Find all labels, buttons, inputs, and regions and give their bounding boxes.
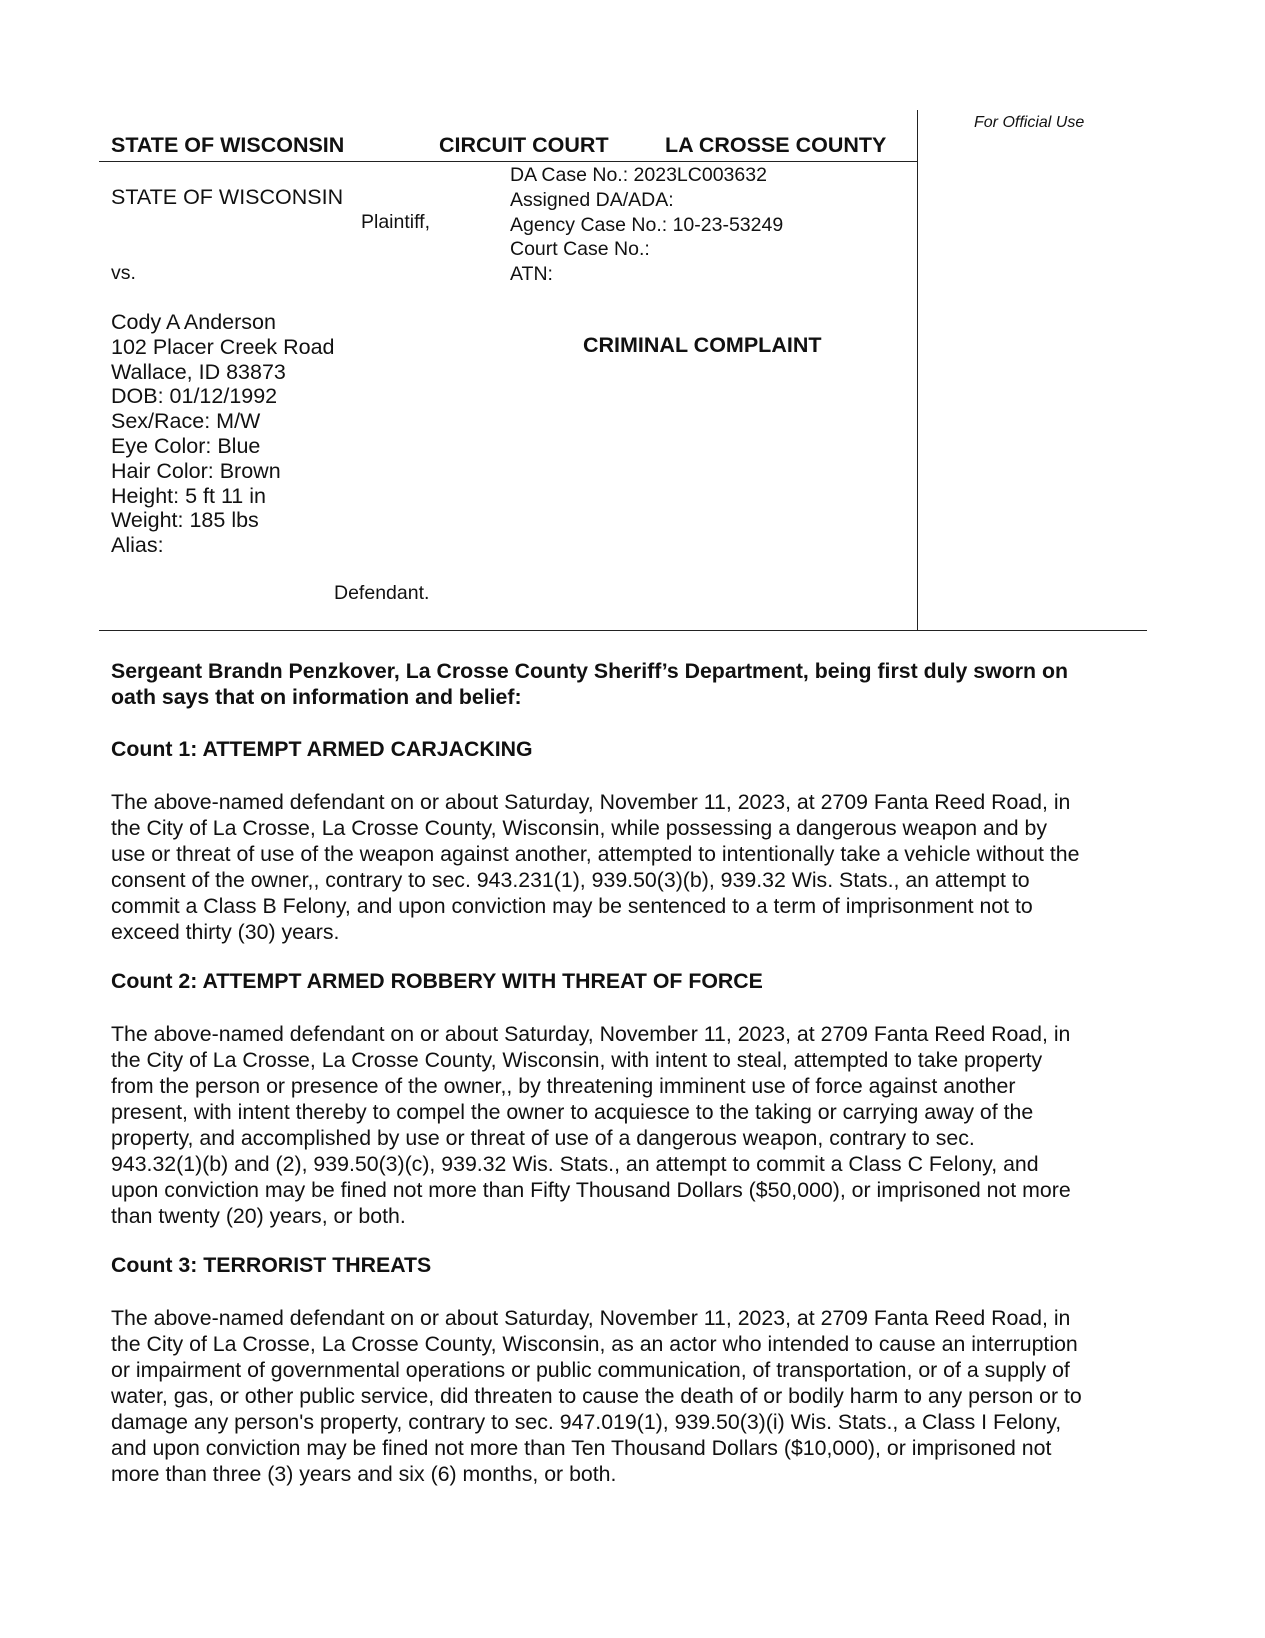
- header-court: CIRCUIT COURT: [439, 133, 609, 157]
- paragraph-line: than twenty (20) years, or both.: [111, 1204, 406, 1228]
- paragraph-line: consent of the owner,, contrary to sec. 943.231(1), 939.50(3)(b), 939.32 Wis. Stats., an attempt to: [111, 868, 1030, 892]
- paragraph-line: property, and accomplished by use or threat of use of a dangerous weapon, contrary to sec.: [111, 1126, 975, 1150]
- header-state: STATE OF WISCONSIN: [111, 133, 345, 157]
- plaintiff-name: STATE OF WISCONSIN: [111, 185, 344, 209]
- paragraph-line: use or threat of use of the weapon against another, attempted to intentionally take a vehicle without the: [111, 842, 1080, 866]
- caption-header-rule: [99, 161, 917, 162]
- paragraph-line: The above-named defendant on or about Saturday, November 11, 2023, at 2709 Fanta Reed Road, in: [111, 1022, 1071, 1046]
- paragraph-line: The above-named defendant on or about Saturday, November 11, 2023, at 2709 Fanta Reed Road, in: [111, 790, 1071, 814]
- intro-paragraph: [111, 658, 1151, 710]
- official-use-label: For Official Use: [974, 114, 1085, 131]
- defendant-label: Defendant.: [334, 582, 430, 604]
- paragraph-line: present, with intent thereby to compel the owner to acquiesce to the taking or carrying away of the: [111, 1100, 1034, 1124]
- da-case-number: DA Case No.: 2023LC003632: [510, 164, 767, 186]
- case-info-block: [510, 163, 783, 287]
- paragraph-line: and upon conviction may be fined not more than Ten Thousand Dollars ($10,000), or imprisoned not: [111, 1436, 1052, 1460]
- defendant-sex-race: Sex/Race: M/W: [111, 409, 261, 434]
- assigned-da: Assigned DA/ADA:: [510, 188, 674, 211]
- paragraph-line: water, gas, or other public service, did threaten to cause the death of or bodily harm to any person or to: [111, 1384, 1082, 1408]
- defendant-city: Wallace, ID 83873: [111, 359, 286, 384]
- paragraph-line: commit a Class B Felony, and upon conviction may be sentenced to a term of imprisonment not to: [111, 894, 1033, 918]
- plaintiff-label: Plaintiff,: [361, 211, 431, 233]
- paragraph-line: exceed thirty (30) years.: [111, 920, 340, 944]
- defendant-dob: DOB: 01/12/1992: [111, 384, 278, 409]
- versus-label: vs.: [111, 262, 136, 284]
- header-county: LA CROSSE COUNTY: [665, 133, 887, 157]
- defendant-eye-color: Eye Color: Blue: [111, 433, 261, 458]
- paragraph-line: the City of La Crosse, La Crosse County, Wisconsin, as an actor who intended to cause an interruption: [111, 1332, 1078, 1356]
- count-3-heading: Count 3: TERRORIST THREATS: [111, 1253, 432, 1277]
- count-2-heading: Count 2: ATTEMPT ARMED ROBBERY WITH THREAT OF FORCE: [111, 969, 763, 993]
- paragraph-line: the City of La Crosse, La Crosse County, Wisconsin, while possessing a dangerous weapon and by: [111, 816, 1047, 840]
- document-title: CRIMINAL COMPLAINT: [583, 333, 822, 357]
- paragraph-line: from the person or presence of the owner,, by threatening imminent use of force against another: [111, 1074, 1016, 1098]
- paragraph-line: upon conviction may be fined not more than Fifty Thousand Dollars ($50,000), or imprisoned not more: [111, 1178, 1071, 1202]
- paragraph-line: or impairment of governmental operations or public communication, of transportation, or of a supply of: [111, 1358, 1070, 1382]
- intro-line: Sergeant Brandn Penzkover, La Crosse County Sheriff’s Department, being first duly sworn on: [111, 659, 1068, 683]
- paragraph-line: The above-named defendant on or about Saturday, November 11, 2023, at 2709 Fanta Reed Road, in: [111, 1306, 1071, 1330]
- count-2-paragraph: [111, 1021, 1151, 1229]
- count-3-paragraph: [111, 1305, 1151, 1487]
- defendant-hair-color: Hair Color: Brown: [111, 458, 281, 483]
- atn: ATN:: [510, 263, 553, 286]
- defendant-name: Cody A Anderson: [111, 310, 276, 334]
- paragraph-line: the City of La Crosse, La Crosse County, Wisconsin, with intent to steal, attempted to take property: [111, 1048, 1043, 1072]
- paragraph-line: damage any person's property, contrary to sec. 947.019(1), 939.50(3)(i) Wis. Stats., a Class I Felony,: [111, 1410, 1062, 1434]
- paragraph-line: more than three (3) years and six (6) months, or both.: [111, 1462, 617, 1486]
- defendant-alias: Alias:: [111, 533, 164, 558]
- agency-case-number: Agency Case No.: 10-23-53249: [510, 213, 784, 236]
- defendant-height: Height: 5 ft 11 in: [111, 483, 266, 508]
- defendant-street: 102 Placer Creek Road: [111, 334, 335, 359]
- paragraph-line: 943.32(1)(b) and (2), 939.50(3)(c), 939.32 Wis. Stats., an attempt to commit a Class C Felony, and: [111, 1152, 1039, 1176]
- count-1-paragraph: [111, 789, 1151, 945]
- defendant-weight: Weight: 185 lbs: [111, 508, 259, 533]
- intro-line: oath says that on information and belief:: [111, 685, 522, 709]
- caption-vertical-divider: [917, 110, 918, 631]
- court-case-number: Court Case No.:: [510, 238, 650, 261]
- defendant-info-block: [111, 310, 334, 558]
- count-1-heading: Count 1: ATTEMPT ARMED CARJACKING: [111, 737, 533, 761]
- caption-bottom-rule: [99, 630, 1147, 631]
